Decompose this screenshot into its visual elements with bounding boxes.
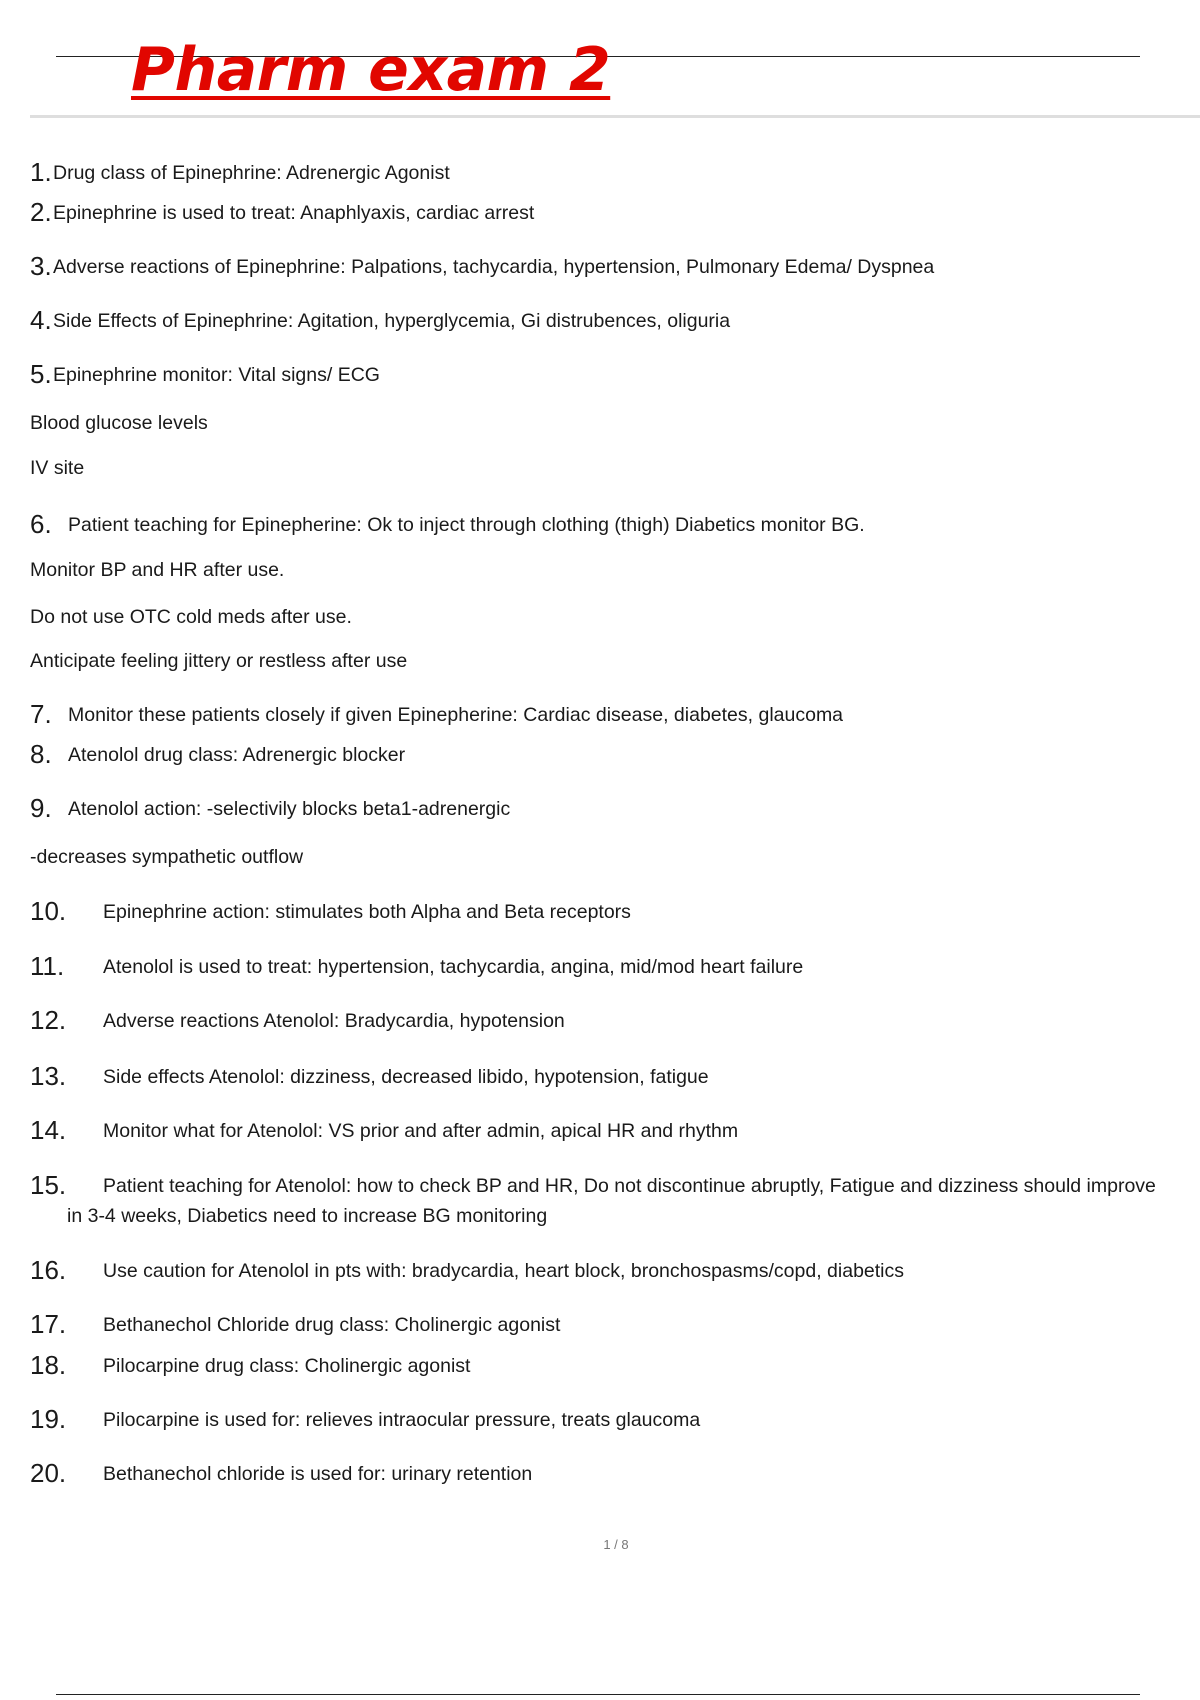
list-item [30, 896, 631, 926]
list-item [30, 1350, 471, 1380]
list-note: Do not use OTC cold meds after use. [30, 606, 352, 628]
item-text: Drug class of Epinephrine: Adrenergic Agonist [53, 162, 450, 184]
item-number: 12. [30, 1005, 67, 1035]
list-item [30, 1005, 565, 1035]
item-number: 7. [30, 699, 52, 729]
item-number: 4. [30, 305, 52, 335]
item-text: Atenolol action: -selectivily blocks beta1-adrenergic [68, 798, 511, 820]
item-number: 9. [30, 793, 52, 823]
item-text: Adverse reactions of Epinephrine: Palpations, tachycardia, hypertension, Pulmonary Edema/ Dyspnea [53, 256, 935, 278]
item-number: 8. [30, 739, 52, 769]
item-number: 16. [30, 1255, 67, 1285]
item-number: 3. [30, 251, 52, 281]
list-item [30, 251, 935, 281]
item-text: Pilocarpine is used for: relieves intraocular pressure, treats glaucoma [103, 1409, 701, 1431]
list-item [30, 793, 511, 823]
list-item-continuation: in 3-4 weeks, Diabetics need to increase BG monitoring [67, 1205, 548, 1227]
item-text: Epinephrine is used to treat: Anaphlyaxis, cardiac arrest [53, 202, 535, 224]
list-item [30, 1115, 739, 1145]
title-underline-rule [30, 115, 1200, 118]
list-item [30, 305, 731, 335]
item-text: Monitor what for Atenolol: VS prior and after admin, apical HR and rhythm [103, 1120, 739, 1142]
item-text: Side effects Atenolol: dizziness, decreased libido, hypotension, fatigue [103, 1066, 709, 1088]
item-number: 15. [30, 1170, 67, 1200]
list-note: IV site [30, 457, 85, 479]
list-item [30, 1255, 905, 1285]
item-text: Use caution for Atenolol in pts with: bradycardia, heart block, bronchospasms/copd, diabetics [103, 1260, 905, 1282]
item-number: 20. [30, 1458, 67, 1488]
list-note: Monitor BP and HR after use. [30, 559, 285, 581]
item-number: 10. [30, 896, 67, 926]
list-item [30, 1458, 533, 1488]
item-number: 1. [30, 157, 52, 187]
item-number: 11. [30, 951, 65, 981]
item-text: Bethanechol Chloride drug class: Cholinergic agonist [103, 1314, 561, 1336]
item-number: 17. [30, 1309, 67, 1339]
list-item [30, 197, 535, 227]
item-text: Patient teaching for Atenolol: how to check BP and HR, Do not discontinue abruptly, Fatigue and dizziness should improve [103, 1175, 1156, 1197]
list-item [30, 739, 406, 769]
document-title: Pharm exam 2 [131, 35, 611, 105]
list-item [30, 1309, 561, 1339]
page-indicator: 1 / 8 [603, 1537, 629, 1552]
footer-rule [56, 1694, 1140, 1695]
item-text: Adverse reactions Atenolol: Bradycardia, hypotension [103, 1010, 565, 1032]
item-text: Pilocarpine drug class: Cholinergic agonist [103, 1355, 471, 1377]
list-item [30, 951, 804, 981]
item-text: Side Effects of Epinephrine: Agitation, hyperglycemia, Gi distrubences, oliguria [53, 310, 731, 332]
list-item [30, 699, 844, 729]
list-note: Anticipate feeling jittery or restless after use [30, 650, 408, 672]
item-number: 13. [30, 1061, 67, 1091]
item-text: Patient teaching for Epinepherine: Ok to inject through clothing (thigh) Diabetics monitor BG. [68, 514, 865, 536]
list-note: Blood glucose levels [30, 412, 208, 434]
item-number: 5. [30, 359, 52, 389]
item-text: Atenolol is used to treat: hypertension, tachycardia, angina, mid/mod heart failure [103, 956, 804, 978]
item-number: 6. [30, 509, 52, 539]
item-text: Atenolol drug class: Adrenergic blocker [68, 744, 406, 766]
item-text: Epinephrine monitor: Vital signs/ ECG [53, 364, 380, 386]
item-text: Epinephrine action: stimulates both Alpha and Beta receptors [103, 901, 631, 923]
list-item [30, 359, 380, 389]
item-number: 18. [30, 1350, 67, 1380]
item-number: 19. [30, 1404, 67, 1434]
list-item [30, 1170, 1156, 1200]
list-item [30, 157, 450, 187]
item-number: 2. [30, 197, 52, 227]
list-note: -decreases sympathetic outflow [30, 846, 304, 868]
list-item [30, 1404, 701, 1434]
item-text: Monitor these patients closely if given Epinepherine: Cardiac disease, diabetes, glaucoma [68, 704, 844, 726]
list-item [30, 509, 865, 539]
item-text: Bethanechol chloride is used for: urinary retention [103, 1463, 533, 1485]
item-number: 14. [30, 1115, 67, 1145]
list-item [30, 1061, 709, 1091]
